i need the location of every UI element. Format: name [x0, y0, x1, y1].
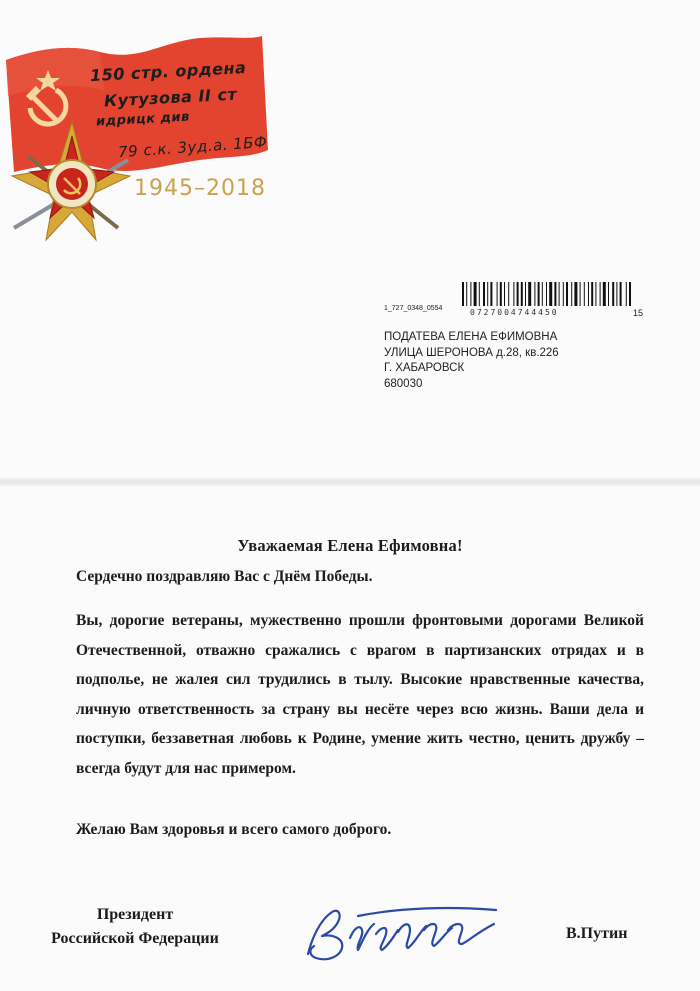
barcode-stripe	[584, 282, 585, 306]
barcode-stripe	[563, 282, 564, 306]
barcode-stripe	[580, 282, 581, 306]
salutation: Уважаемая Елена Ефимовна!	[237, 536, 463, 555]
barcode-stripe	[591, 282, 593, 306]
flag-inscription-line-4: 79 с.к. 3уд.а. 1БФ	[117, 132, 268, 162]
barcode-stripe	[479, 282, 480, 306]
barcode-stripe	[600, 282, 601, 306]
barcode-stripe	[474, 282, 477, 306]
barcode-stripe	[559, 282, 560, 306]
barcode-stripe	[571, 282, 572, 306]
barcode-stripe	[483, 282, 485, 306]
flag-inscription-line-2: Кутузова II ст	[103, 84, 238, 111]
barcode-stripe	[534, 282, 535, 306]
barcode-stripe	[595, 282, 596, 306]
barcode-stripe	[538, 282, 540, 306]
paragraph-greeting-text: Сердечно поздравляю Вас с Днём Победы.	[76, 568, 373, 585]
barcode-stripe	[508, 282, 509, 306]
signatory-title	[30, 903, 240, 951]
barcode-suffix: 15	[633, 308, 644, 318]
recipient-name: ПОДАТЕВА ЕЛЕНА ЕФИМОВНА	[384, 331, 558, 343]
barcode-stripe	[504, 282, 505, 306]
paragraph-main: Вы, дорогие ветераны, мужественно прошли фронтовыми дорогами Великой Отечественной, отважно сражались с врагом в партизанских отрядах и в подполье, не жалея сил трудились в тылу. Высокие нравственные качества, личную ответственность за страну вы несёте через всю жизнь. Ваши дела и поступки, беззаветная любовь к Родине, умение жить честно, ценить дружбу – всегда будут для нас примером.	[76, 612, 644, 777]
barcode-stripe	[462, 282, 464, 306]
paragraph-wishes: Желаю Вам здоровья и всего самого доброго.	[76, 821, 392, 838]
barcode-digits: 0727004744450	[470, 308, 559, 317]
barcode-stripe	[588, 282, 589, 306]
barcode-stripe	[554, 282, 556, 306]
recipient-city: Г. ХАБАРОВСК	[384, 362, 465, 374]
barcode-icon	[462, 282, 634, 308]
fold-line	[0, 478, 700, 486]
recipient-street: УЛИЦА ШЕРОНОВА д.28, кв.226	[384, 346, 559, 359]
barcode-stripe	[466, 282, 467, 306]
recipient-postal-code: 680030	[384, 377, 423, 390]
barcode-stripe	[497, 282, 498, 306]
barcode-stripe	[546, 282, 547, 306]
barcode-stripe	[620, 282, 622, 306]
barcode-stripe	[470, 282, 471, 306]
barcode-stripe	[528, 282, 531, 306]
victory-emblem	[0, 0, 300, 250]
flag-inscription-line-1: 150 стр. ордена	[89, 57, 247, 86]
barcode-stripe	[608, 282, 609, 306]
barcode-stripe	[490, 282, 492, 306]
barcode-stripe	[612, 282, 614, 306]
barcode-stripe	[629, 282, 631, 306]
barcode-stripe	[566, 282, 568, 306]
barcode-stripe	[521, 282, 523, 306]
barcode-stripe	[513, 282, 514, 306]
anniversary-years: 1945–2018	[134, 176, 266, 201]
barcode-reference: 1_727_0348_0554	[384, 305, 443, 312]
barcode-stripe	[574, 282, 577, 306]
barcode-stripe	[487, 282, 488, 306]
signatory-name: В.Путин	[566, 925, 628, 942]
recipient-address	[384, 330, 559, 392]
barcode-stripe	[542, 282, 543, 306]
barcode-stripe	[603, 282, 606, 306]
signatory-title-line-1: Президент	[96, 906, 174, 923]
paragraph-greeting	[76, 562, 644, 592]
barcode-stripe	[500, 282, 502, 306]
flag-inscription-line-3: идрицк див	[95, 109, 191, 130]
barcode-stripe	[525, 282, 526, 306]
barcode-stripe	[549, 282, 552, 306]
barcode-stripe	[626, 282, 627, 306]
barcode-stripe	[517, 282, 519, 306]
signatory-title-line-2: Российской Федерации	[51, 930, 219, 947]
barcode-stripe	[616, 282, 617, 306]
handwritten-signature-icon	[298, 898, 508, 968]
